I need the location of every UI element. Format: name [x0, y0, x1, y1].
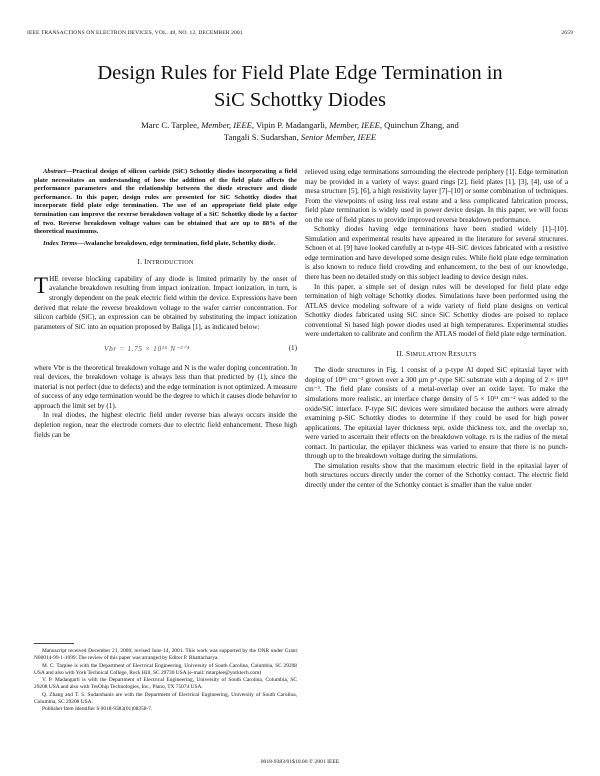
drop-cap: T [34, 272, 49, 298]
right-paragraph-5: The simulation results show that the maximum electric field in the epitaxial layer of both structures occurs directly under the corner of the Schottky contact. The electric field directly under the center of the Schottky contact is smaller than the value under [305, 461, 568, 489]
equation-body: Vbr = 1.75 × 10¹⁵ N⁻³ᐟ⁴ [104, 344, 190, 354]
author-madangarli: , Vipin P. Madangarli, [251, 120, 330, 130]
author-tarplee: Marc C. Tarplee, [141, 120, 202, 130]
index-terms-body: —Avalanche breakdown, edge termination, field plate, Schottky diode. [77, 239, 276, 247]
author-role: Member, IEEE [201, 120, 252, 130]
author-sudarshan: Tangali S. Sudarshan, [223, 131, 301, 142]
abstract-body: —Practical design of silicon carbide (SiC) Schottky diodes incorporating a field plate necessitates an understanding of how the addition of the field plate affects the performance parameters and the relationship between the diode structure and diode performance. In this paper, design rules are presented for SiC Schottky diodes that incorporate field plate edge termination. The use of an appropriate field plate edge termination can improve the reverse breakdown voltage of a SiC Schottky diode by a factor of two. Reverse breakdown voltage values can be obtained that are up to 88% of the theoretical maximums. [34, 168, 297, 236]
author-role: Member, IEEE [329, 120, 380, 130]
title-line-2: SiC Schottky Diodes [214, 89, 386, 111]
right-paragraph-2: Schottky diodes having edge terminations have been studied widely [1]–[10]. Simulation and experimental results have appeared in the literature for several structures. Schoen et al. [9] have looked carefully at n-type 4H–SiC devices fabricated with a resistive edge termination and have developed some design rules. While field plate edge termination is also known to reduce field crowding and enhancement, to the best of our knowledge, there has been no detailed study on this subject leading to device design rules. [305, 225, 568, 282]
footnotes [34, 648, 297, 714]
right-paragraph-1: relieved using edge terminations surrounding the electrode periphery [1]. Edge termination may be provided in a variety of ways: guard rings [2], field plates [1], [3], [4], use of a mesa structure [5], [6], a high resistivity layer [7]–[10] or some combination of techniques. From the viewpoints of using less real estate and a less complicated fabrication process, field plate termination is widely used in power device design. In this paper, we will focus on the use of field plates to provide improved reverse breakdown performance. [305, 168, 568, 224]
section-heading-simulation-results: II. SIMULATION RESULTS [396, 349, 477, 358]
abstract-label: Abstract [43, 168, 66, 175]
author-list [40, 120, 560, 143]
right-column [305, 168, 568, 491]
footnote-manuscript: Manuscript received December 21, 2000; revised June 14, 2001. This work was supported by the ONR under Grant N00014-99-1-1099. The review of this paper was arranged by Editor P. Bhattacharya. [34, 648, 297, 662]
title-line-1: Design Rules for Field Plate Edge Termination in [97, 62, 503, 84]
footnote-divider [34, 643, 74, 644]
author-line-2 [40, 132, 560, 144]
index-terms [34, 240, 297, 249]
page-number: 2659 [561, 30, 573, 36]
copyright-code: 0018-9383/01$10.00 © 2001 IEEE [260, 759, 340, 765]
right-paragraph-4: The diode structures in Fig. 1 consist of a p-type Al doped SiC epitaxial layer with doping of 10¹⁶ cm⁻³ grown over a 300 µm p⁺-type SiC substrate with a doping of 2 × 10¹⁸ cm⁻³. The field plate consists of a metal-overlap over an oxide layer. To make the simulations more realistic, an interface charge density of 5 × 10¹¹ cm⁻² was added to the oxide/SiC interface. P-type SiC devices were simulated because the authors were already examining p-SiC Schottky diodes to determine if they could be used for high power applications. The epitaxial layer thickness tepi, oxide thickness tox, and the overlap xo, were varied to ascertain their effects on the breakdown voltage. rs is the radius of the metal contact. In particular, the epilayer thickness was varied to ensure that there is no punch-through up to the breakdown voltage during the simulations. [305, 366, 568, 461]
author-zhang: , Quinchun Zhang, and [379, 120, 459, 130]
journal-name: IEEE TRANSACTIONS ON ELECTRON DEVICES, VOL. 48, NO. 12, DECEMBER 2001 [27, 30, 243, 36]
footnote-madangarli: V. P. Madangarli is with the Department of Electrical Engineering, University of South Carolina, Columbia, SC 29208 USA and also with TesOhip Technologies, Inc., Plano, TX 75074 USA. [34, 677, 297, 691]
right-paragraph-3: In this paper, a simple set of design rules will be developed for field plate edge termination of high voltage Schottky diodes. Simulations have been performed using the ATLAS device modeling software of a wide variety of field plate designs on vertical Schottky diodes fabricated using SiC since SiC Schottky diodes are poised to replace conventional Si based high power diodes used at high temperatures. Experimental studies were undertaken to calibrate and confirm the ATLAS model of field plate edge termination. [305, 282, 568, 339]
intro-paragraph-1: THE reverse blocking capability of any diode is limited primarily by the onset of avalanche breakdown resulting from impact ionization. Impact ionization, in turn, is strongly dependent on the peak electric field within the device. Expressions have been derived that relate the reverse breakdown voltage to the wafer carrier concentration. For silicon carbide (SiC), an expression can be obtained by substituting the impact ionization parameters of SiC into an equation proposed by Baliga [1], as indicated below: [34, 272, 297, 331]
running-head [27, 30, 573, 36]
intro-paragraph-3: In real diodes, the highest electric field under reverse bias always occurs inside the depletion region, near the electrode corners due to electric field enhancement. These high fields can be [34, 411, 297, 439]
intro-paragraph-2: where Vbr is the theoretical breakdown voltage and N is the wafer doping concentration. In real devices, the breakdown voltage is always less than that predicted by (1), since the material is not perfect (due to defects) and the edge termination is not optimized. A measure of success of any edge termination would be the degree to which it causes diode behavior to approach the limit set by (1). [34, 363, 297, 410]
footnote-zhang-sudarshan: Q. Zhang and T. S. Sudarshanis are with the Department of Electrical Engineering, University of South Carolina, Columbia, SC 29208 USA. [34, 691, 297, 706]
equation-1 [34, 344, 297, 354]
footnote-publisher-id: Publisher Item Identifier S 0018-9383(01)08358-7. [42, 706, 153, 713]
paper-title [20, 60, 580, 114]
index-terms-label: Index Terms [43, 239, 78, 247]
footnote-tarplee: M. C. Tarplee is with the Department of Electrical Engineering, University of South Carolina, Columbia, SC 29208 USA and also with York Technical College, Rock Hill, SC 29730 USA (e-mail: mtarplee@yorktech.com) [34, 662, 297, 676]
abstract [34, 168, 297, 237]
author-line-1 [40, 120, 560, 132]
left-column [34, 168, 297, 440]
section-heading-introduction: I. INTRODUCTION [137, 258, 194, 267]
author-role: Senior Member, IEEE [300, 131, 377, 142]
equation-number: (1) [288, 344, 297, 353]
